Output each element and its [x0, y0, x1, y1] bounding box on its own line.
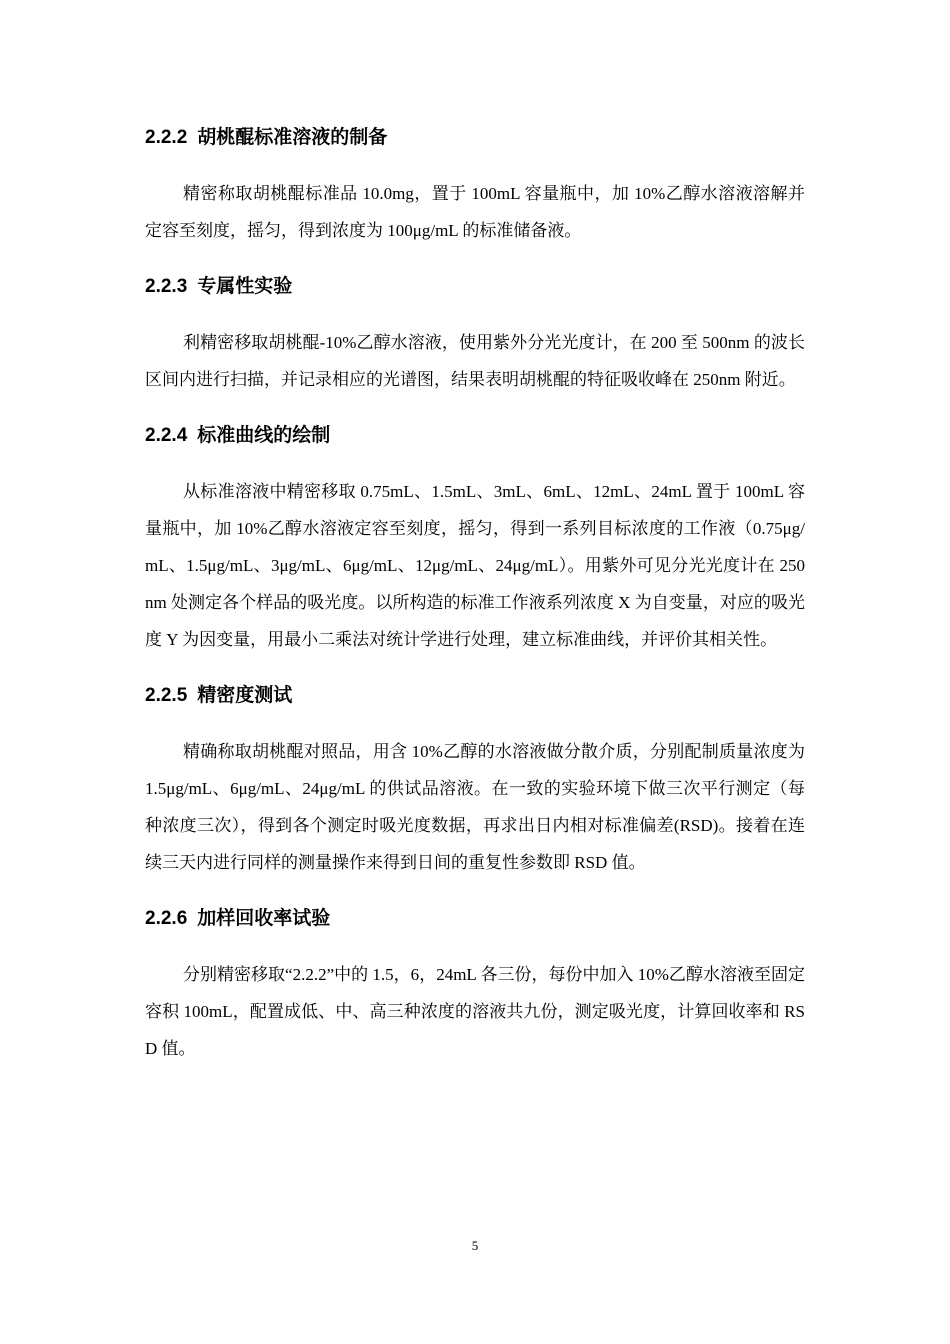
section-number: 2.2.4: [145, 425, 188, 446]
section-heading: [145, 120, 805, 155]
section-paragraph: 分别精密移取“2.2.2”中的 1.5，6，24mL 各三份，每份中加入 10%乙醇水溶液至固定容积 100mL，配置成低、中、高三种浓度的溶液共九份，测定吸光度，计算回收率和 RSD 值。: [145, 965, 805, 1058]
section-paragraph: 利精密移取胡桃醌-10%乙醇水溶液，使用紫外分光光度计，在 200 至 500nm 的波长区间内进行扫描，并记录相应的光谱图，结果表明胡桃醌的特征吸收峰在 250nm 附近。: [145, 333, 805, 389]
page-number: 5: [471, 1238, 479, 1253]
section-title: 加样回收率试验: [197, 907, 331, 929]
section-paragraph: 从标准溶液中精密移取 0.75mL、1.5mL、3mL、6mL、12mL、24mL 置于 100mL 容量瓶中，加 10%乙醇水溶液定容至刻度，摇匀，得到一系列目标浓度的工作液（0.75μg/mL、1.5μg/mL、3μg/mL、6μg/mL、12μg/mL、24μg/mL）。用紫外可见分光光度计在 250nm 处测定各个样品的吸光度。以所构造的标准工作液系列浓度 X 为自变量，对应的吸光度 Y 为因变量，用最小二乘法对统计学进行处理，建立标准曲线，并评价其相关性。: [145, 482, 805, 649]
section-number: 2.2.2: [145, 127, 188, 148]
section-title: 胡桃醌标准溶液的制备: [197, 126, 388, 148]
section-2-2-3: [145, 269, 805, 398]
section-2-2-4: [145, 418, 805, 658]
section-title: 专属性实验: [197, 275, 293, 297]
page-content: [145, 120, 805, 1087]
section-2-2-5: [145, 678, 805, 881]
section-title: 标准曲线的绘制: [197, 424, 331, 446]
section-2-2-6: [145, 901, 805, 1067]
section-heading: [145, 418, 805, 453]
section-heading: [145, 678, 805, 713]
section-2-2-2: [145, 120, 805, 249]
section-paragraph: 精确称取胡桃醌对照品，用含 10%乙醇的水溶液做分散介质，分别配制质量浓度为 1.5μg/mL、6μg/mL、24μg/mL 的供试品溶液。在一致的实验环境下做三次平行测定（每种浓度三次），得到各个测定时吸光度数据，再求出日内相对标准偏差(RSD)。接着在连续三天内进行同样的测量操作来得到日间的重复性参数即 RSD 值。: [145, 742, 805, 872]
section-heading: [145, 269, 805, 304]
section-number: 2.2.6: [145, 908, 188, 929]
section-heading: [145, 901, 805, 936]
section-title: 精密度测试: [197, 684, 293, 706]
section-number: 2.2.5: [145, 685, 188, 706]
section-number: 2.2.3: [145, 276, 188, 297]
section-paragraph: 精密称取胡桃醌标准品 10.0mg，置于 100mL 容量瓶中，加 10%乙醇水溶液溶解并定容至刻度，摇匀，得到浓度为 100μg/mL 的标准储备液。: [145, 184, 805, 240]
